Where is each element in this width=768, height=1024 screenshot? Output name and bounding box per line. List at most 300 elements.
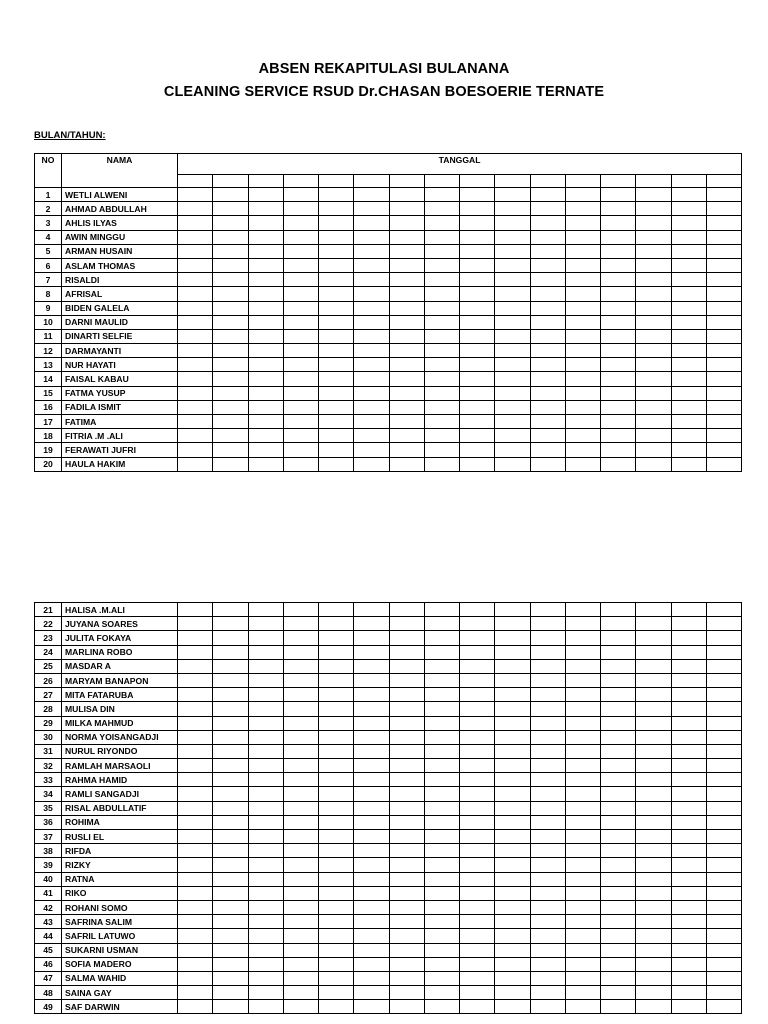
- attendance-cell[interactable]: [319, 344, 354, 358]
- attendance-cell[interactable]: [671, 943, 706, 957]
- attendance-cell[interactable]: [178, 787, 213, 801]
- attendance-cell[interactable]: [530, 358, 565, 372]
- attendance-cell[interactable]: [213, 943, 248, 957]
- attendance-cell[interactable]: [530, 787, 565, 801]
- attendance-cell[interactable]: [495, 188, 530, 202]
- attendance-cell[interactable]: [248, 688, 283, 702]
- attendance-cell[interactable]: [530, 801, 565, 815]
- attendance-cell[interactable]: [565, 188, 600, 202]
- attendance-cell[interactable]: [460, 645, 495, 659]
- attendance-cell[interactable]: [283, 1000, 318, 1014]
- attendance-cell[interactable]: [283, 372, 318, 386]
- attendance-cell[interactable]: [248, 244, 283, 258]
- attendance-cell[interactable]: [354, 957, 389, 971]
- attendance-cell[interactable]: [424, 244, 459, 258]
- attendance-cell[interactable]: [495, 943, 530, 957]
- attendance-cell[interactable]: [424, 971, 459, 985]
- attendance-cell[interactable]: [319, 301, 354, 315]
- attendance-cell[interactable]: [601, 915, 636, 929]
- attendance-cell[interactable]: [178, 287, 213, 301]
- attendance-cell[interactable]: [706, 957, 741, 971]
- attendance-cell[interactable]: [283, 273, 318, 287]
- attendance-cell[interactable]: [671, 329, 706, 343]
- attendance-cell[interactable]: [565, 457, 600, 471]
- attendance-cell[interactable]: [283, 858, 318, 872]
- attendance-cell[interactable]: [706, 372, 741, 386]
- attendance-cell[interactable]: [178, 631, 213, 645]
- attendance-cell[interactable]: [601, 216, 636, 230]
- attendance-cell[interactable]: [213, 287, 248, 301]
- attendance-cell[interactable]: [671, 1000, 706, 1014]
- attendance-cell[interactable]: [389, 258, 424, 272]
- attendance-cell[interactable]: [565, 929, 600, 943]
- attendance-cell[interactable]: [389, 830, 424, 844]
- attendance-cell[interactable]: [636, 645, 671, 659]
- attendance-cell[interactable]: [565, 386, 600, 400]
- attendance-cell[interactable]: [530, 830, 565, 844]
- attendance-cell[interactable]: [565, 673, 600, 687]
- attendance-cell[interactable]: [706, 716, 741, 730]
- attendance-cell[interactable]: [601, 702, 636, 716]
- attendance-cell[interactable]: [671, 744, 706, 758]
- attendance-cell[interactable]: [636, 915, 671, 929]
- attendance-cell[interactable]: [565, 872, 600, 886]
- attendance-cell[interactable]: [706, 202, 741, 216]
- attendance-cell[interactable]: [354, 202, 389, 216]
- attendance-cell[interactable]: [636, 773, 671, 787]
- attendance-cell[interactable]: [283, 358, 318, 372]
- attendance-cell[interactable]: [319, 957, 354, 971]
- attendance-cell[interactable]: [248, 943, 283, 957]
- attendance-cell[interactable]: [178, 915, 213, 929]
- attendance-cell[interactable]: [354, 344, 389, 358]
- attendance-cell[interactable]: [565, 943, 600, 957]
- attendance-cell[interactable]: [389, 759, 424, 773]
- attendance-cell[interactable]: [213, 603, 248, 617]
- attendance-cell[interactable]: [530, 202, 565, 216]
- attendance-cell[interactable]: [706, 730, 741, 744]
- attendance-cell[interactable]: [495, 759, 530, 773]
- attendance-cell[interactable]: [530, 188, 565, 202]
- attendance-cell[interactable]: [319, 815, 354, 829]
- attendance-cell[interactable]: [354, 986, 389, 1000]
- attendance-cell[interactable]: [283, 872, 318, 886]
- attendance-cell[interactable]: [671, 659, 706, 673]
- attendance-cell[interactable]: [530, 815, 565, 829]
- attendance-cell[interactable]: [460, 872, 495, 886]
- attendance-cell[interactable]: [706, 787, 741, 801]
- attendance-cell[interactable]: [248, 730, 283, 744]
- attendance-cell[interactable]: [248, 372, 283, 386]
- attendance-cell[interactable]: [671, 858, 706, 872]
- attendance-cell[interactable]: [495, 915, 530, 929]
- attendance-cell[interactable]: [319, 273, 354, 287]
- attendance-cell[interactable]: [424, 943, 459, 957]
- attendance-cell[interactable]: [495, 273, 530, 287]
- attendance-cell[interactable]: [460, 659, 495, 673]
- attendance-cell[interactable]: [601, 315, 636, 329]
- attendance-cell[interactable]: [248, 815, 283, 829]
- attendance-cell[interactable]: [213, 386, 248, 400]
- attendance-cell[interactable]: [565, 315, 600, 329]
- attendance-cell[interactable]: [354, 287, 389, 301]
- attendance-cell[interactable]: [389, 957, 424, 971]
- attendance-cell[interactable]: [283, 386, 318, 400]
- attendance-cell[interactable]: [601, 188, 636, 202]
- attendance-cell[interactable]: [424, 787, 459, 801]
- attendance-cell[interactable]: [530, 315, 565, 329]
- attendance-cell[interactable]: [565, 1000, 600, 1014]
- attendance-cell[interactable]: [283, 301, 318, 315]
- attendance-cell[interactable]: [389, 273, 424, 287]
- attendance-cell[interactable]: [565, 216, 600, 230]
- attendance-cell[interactable]: [495, 603, 530, 617]
- attendance-cell[interactable]: [389, 971, 424, 985]
- attendance-cell[interactable]: [424, 673, 459, 687]
- attendance-cell[interactable]: [671, 673, 706, 687]
- attendance-cell[interactable]: [601, 386, 636, 400]
- attendance-cell[interactable]: [565, 273, 600, 287]
- attendance-cell[interactable]: [283, 457, 318, 471]
- attendance-cell[interactable]: [178, 744, 213, 758]
- attendance-cell[interactable]: [389, 801, 424, 815]
- attendance-cell[interactable]: [424, 645, 459, 659]
- attendance-cell[interactable]: [178, 872, 213, 886]
- attendance-cell[interactable]: [389, 315, 424, 329]
- attendance-cell[interactable]: [319, 202, 354, 216]
- attendance-cell[interactable]: [389, 301, 424, 315]
- attendance-cell[interactable]: [671, 688, 706, 702]
- attendance-cell[interactable]: [354, 429, 389, 443]
- attendance-cell[interactable]: [671, 358, 706, 372]
- attendance-cell[interactable]: [283, 759, 318, 773]
- attendance-cell[interactable]: [565, 773, 600, 787]
- attendance-cell[interactable]: [354, 617, 389, 631]
- attendance-cell[interactable]: [565, 415, 600, 429]
- attendance-cell[interactable]: [319, 244, 354, 258]
- attendance-cell[interactable]: [671, 631, 706, 645]
- attendance-cell[interactable]: [565, 344, 600, 358]
- attendance-cell[interactable]: [706, 287, 741, 301]
- attendance-cell[interactable]: [178, 688, 213, 702]
- attendance-cell[interactable]: [495, 702, 530, 716]
- attendance-cell[interactable]: [389, 673, 424, 687]
- attendance-cell[interactable]: [424, 429, 459, 443]
- attendance-cell[interactable]: [424, 730, 459, 744]
- attendance-cell[interactable]: [389, 415, 424, 429]
- attendance-cell[interactable]: [495, 986, 530, 1000]
- attendance-cell[interactable]: [319, 929, 354, 943]
- attendance-cell[interactable]: [460, 744, 495, 758]
- attendance-cell[interactable]: [706, 773, 741, 787]
- attendance-cell[interactable]: [424, 273, 459, 287]
- attendance-cell[interactable]: [389, 329, 424, 343]
- attendance-cell[interactable]: [706, 688, 741, 702]
- attendance-cell[interactable]: [213, 830, 248, 844]
- attendance-cell[interactable]: [671, 230, 706, 244]
- attendance-cell[interactable]: [389, 344, 424, 358]
- attendance-cell[interactable]: [248, 645, 283, 659]
- attendance-cell[interactable]: [248, 759, 283, 773]
- attendance-cell[interactable]: [424, 815, 459, 829]
- attendance-cell[interactable]: [248, 886, 283, 900]
- attendance-cell[interactable]: [460, 971, 495, 985]
- attendance-cell[interactable]: [424, 188, 459, 202]
- attendance-cell[interactable]: [495, 287, 530, 301]
- attendance-cell[interactable]: [319, 844, 354, 858]
- attendance-cell[interactable]: [283, 603, 318, 617]
- attendance-cell[interactable]: [601, 830, 636, 844]
- attendance-cell[interactable]: [706, 986, 741, 1000]
- attendance-cell[interactable]: [601, 659, 636, 673]
- attendance-cell[interactable]: [178, 457, 213, 471]
- attendance-cell[interactable]: [530, 858, 565, 872]
- attendance-cell[interactable]: [671, 386, 706, 400]
- attendance-cell[interactable]: [565, 688, 600, 702]
- attendance-cell[interactable]: [389, 1000, 424, 1014]
- attendance-cell[interactable]: [460, 603, 495, 617]
- attendance-cell[interactable]: [460, 702, 495, 716]
- attendance-cell[interactable]: [424, 287, 459, 301]
- attendance-cell[interactable]: [248, 216, 283, 230]
- attendance-cell[interactable]: [495, 900, 530, 914]
- attendance-cell[interactable]: [213, 730, 248, 744]
- attendance-cell[interactable]: [565, 971, 600, 985]
- attendance-cell[interactable]: [424, 688, 459, 702]
- attendance-cell[interactable]: [248, 801, 283, 815]
- attendance-cell[interactable]: [178, 759, 213, 773]
- attendance-cell[interactable]: [530, 457, 565, 471]
- attendance-cell[interactable]: [213, 900, 248, 914]
- attendance-cell[interactable]: [671, 244, 706, 258]
- attendance-cell[interactable]: [354, 603, 389, 617]
- attendance-cell[interactable]: [248, 631, 283, 645]
- attendance-cell[interactable]: [530, 773, 565, 787]
- attendance-cell[interactable]: [424, 457, 459, 471]
- attendance-cell[interactable]: [565, 244, 600, 258]
- attendance-cell[interactable]: [424, 886, 459, 900]
- attendance-cell[interactable]: [601, 429, 636, 443]
- attendance-cell[interactable]: [283, 202, 318, 216]
- attendance-cell[interactable]: [283, 943, 318, 957]
- attendance-cell[interactable]: [424, 844, 459, 858]
- attendance-cell[interactable]: [319, 787, 354, 801]
- attendance-cell[interactable]: [319, 730, 354, 744]
- attendance-cell[interactable]: [354, 858, 389, 872]
- attendance-cell[interactable]: [671, 886, 706, 900]
- attendance-cell[interactable]: [636, 886, 671, 900]
- attendance-cell[interactable]: [565, 603, 600, 617]
- attendance-cell[interactable]: [530, 915, 565, 929]
- attendance-cell[interactable]: [601, 258, 636, 272]
- attendance-cell[interactable]: [389, 787, 424, 801]
- attendance-cell[interactable]: [424, 315, 459, 329]
- attendance-cell[interactable]: [706, 900, 741, 914]
- attendance-cell[interactable]: [389, 688, 424, 702]
- attendance-cell[interactable]: [354, 400, 389, 414]
- attendance-cell[interactable]: [178, 344, 213, 358]
- attendance-cell[interactable]: [283, 645, 318, 659]
- attendance-cell[interactable]: [565, 744, 600, 758]
- attendance-cell[interactable]: [706, 617, 741, 631]
- attendance-cell[interactable]: [530, 273, 565, 287]
- attendance-cell[interactable]: [565, 730, 600, 744]
- attendance-cell[interactable]: [636, 344, 671, 358]
- attendance-cell[interactable]: [213, 702, 248, 716]
- attendance-cell[interactable]: [706, 915, 741, 929]
- attendance-cell[interactable]: [248, 673, 283, 687]
- attendance-cell[interactable]: [565, 759, 600, 773]
- attendance-cell[interactable]: [354, 688, 389, 702]
- attendance-cell[interactable]: [248, 329, 283, 343]
- attendance-cell[interactable]: [495, 230, 530, 244]
- attendance-cell[interactable]: [248, 830, 283, 844]
- attendance-cell[interactable]: [495, 730, 530, 744]
- attendance-cell[interactable]: [601, 773, 636, 787]
- attendance-cell[interactable]: [495, 830, 530, 844]
- attendance-cell[interactable]: [178, 957, 213, 971]
- attendance-cell[interactable]: [636, 744, 671, 758]
- attendance-cell[interactable]: [706, 344, 741, 358]
- attendance-cell[interactable]: [530, 730, 565, 744]
- attendance-cell[interactable]: [706, 457, 741, 471]
- attendance-cell[interactable]: [565, 429, 600, 443]
- attendance-cell[interactable]: [636, 1000, 671, 1014]
- attendance-cell[interactable]: [178, 429, 213, 443]
- attendance-cell[interactable]: [601, 886, 636, 900]
- attendance-cell[interactable]: [178, 986, 213, 1000]
- attendance-cell[interactable]: [424, 773, 459, 787]
- attendance-cell[interactable]: [601, 815, 636, 829]
- attendance-cell[interactable]: [636, 315, 671, 329]
- attendance-cell[interactable]: [530, 943, 565, 957]
- attendance-cell[interactable]: [530, 429, 565, 443]
- attendance-cell[interactable]: [354, 358, 389, 372]
- attendance-cell[interactable]: [495, 872, 530, 886]
- attendance-cell[interactable]: [248, 844, 283, 858]
- attendance-cell[interactable]: [389, 773, 424, 787]
- attendance-cell[interactable]: [248, 787, 283, 801]
- attendance-cell[interactable]: [354, 230, 389, 244]
- attendance-cell[interactable]: [530, 400, 565, 414]
- attendance-cell[interactable]: [213, 716, 248, 730]
- attendance-cell[interactable]: [389, 858, 424, 872]
- attendance-cell[interactable]: [530, 872, 565, 886]
- attendance-cell[interactable]: [389, 943, 424, 957]
- attendance-cell[interactable]: [389, 230, 424, 244]
- attendance-cell[interactable]: [495, 457, 530, 471]
- attendance-cell[interactable]: [706, 815, 741, 829]
- attendance-cell[interactable]: [213, 230, 248, 244]
- attendance-cell[interactable]: [565, 915, 600, 929]
- attendance-cell[interactable]: [424, 443, 459, 457]
- attendance-cell[interactable]: [213, 415, 248, 429]
- attendance-cell[interactable]: [671, 301, 706, 315]
- attendance-cell[interactable]: [671, 971, 706, 985]
- attendance-cell[interactable]: [389, 730, 424, 744]
- attendance-cell[interactable]: [213, 673, 248, 687]
- attendance-cell[interactable]: [213, 400, 248, 414]
- attendance-cell[interactable]: [706, 258, 741, 272]
- attendance-cell[interactable]: [460, 429, 495, 443]
- attendance-cell[interactable]: [671, 872, 706, 886]
- attendance-cell[interactable]: [671, 815, 706, 829]
- attendance-cell[interactable]: [178, 230, 213, 244]
- attendance-cell[interactable]: [354, 329, 389, 343]
- attendance-cell[interactable]: [354, 744, 389, 758]
- attendance-cell[interactable]: [178, 386, 213, 400]
- attendance-cell[interactable]: [460, 787, 495, 801]
- attendance-cell[interactable]: [706, 400, 741, 414]
- attendance-cell[interactable]: [424, 344, 459, 358]
- attendance-cell[interactable]: [671, 457, 706, 471]
- attendance-cell[interactable]: [178, 617, 213, 631]
- attendance-cell[interactable]: [706, 645, 741, 659]
- attendance-cell[interactable]: [213, 801, 248, 815]
- attendance-cell[interactable]: [565, 702, 600, 716]
- attendance-cell[interactable]: [530, 617, 565, 631]
- attendance-cell[interactable]: [319, 603, 354, 617]
- attendance-cell[interactable]: [178, 886, 213, 900]
- attendance-cell[interactable]: [565, 815, 600, 829]
- attendance-cell[interactable]: [319, 943, 354, 957]
- attendance-cell[interactable]: [706, 301, 741, 315]
- attendance-cell[interactable]: [495, 673, 530, 687]
- attendance-cell[interactable]: [389, 631, 424, 645]
- attendance-cell[interactable]: [671, 315, 706, 329]
- attendance-cell[interactable]: [213, 372, 248, 386]
- attendance-cell[interactable]: [495, 688, 530, 702]
- attendance-cell[interactable]: [706, 971, 741, 985]
- attendance-cell[interactable]: [248, 659, 283, 673]
- attendance-cell[interactable]: [354, 216, 389, 230]
- attendance-cell[interactable]: [636, 759, 671, 773]
- attendance-cell[interactable]: [460, 415, 495, 429]
- attendance-cell[interactable]: [601, 415, 636, 429]
- attendance-cell[interactable]: [495, 358, 530, 372]
- attendance-cell[interactable]: [530, 759, 565, 773]
- attendance-cell[interactable]: [530, 986, 565, 1000]
- attendance-cell[interactable]: [601, 603, 636, 617]
- attendance-cell[interactable]: [530, 1000, 565, 1014]
- attendance-cell[interactable]: [671, 844, 706, 858]
- attendance-cell[interactable]: [460, 815, 495, 829]
- attendance-cell[interactable]: [530, 386, 565, 400]
- attendance-cell[interactable]: [495, 971, 530, 985]
- attendance-cell[interactable]: [283, 971, 318, 985]
- attendance-cell[interactable]: [178, 188, 213, 202]
- attendance-cell[interactable]: [460, 716, 495, 730]
- attendance-cell[interactable]: [495, 1000, 530, 1014]
- attendance-cell[interactable]: [248, 344, 283, 358]
- attendance-cell[interactable]: [460, 900, 495, 914]
- attendance-cell[interactable]: [424, 858, 459, 872]
- attendance-cell[interactable]: [636, 986, 671, 1000]
- attendance-cell[interactable]: [213, 1000, 248, 1014]
- attendance-cell[interactable]: [706, 443, 741, 457]
- attendance-cell[interactable]: [636, 230, 671, 244]
- attendance-cell[interactable]: [706, 1000, 741, 1014]
- attendance-cell[interactable]: [354, 730, 389, 744]
- attendance-cell[interactable]: [565, 400, 600, 414]
- attendance-cell[interactable]: [354, 301, 389, 315]
- attendance-cell[interactable]: [671, 617, 706, 631]
- attendance-cell[interactable]: [248, 202, 283, 216]
- attendance-cell[interactable]: [178, 216, 213, 230]
- attendance-cell[interactable]: [495, 659, 530, 673]
- attendance-cell[interactable]: [601, 645, 636, 659]
- attendance-cell[interactable]: [248, 443, 283, 457]
